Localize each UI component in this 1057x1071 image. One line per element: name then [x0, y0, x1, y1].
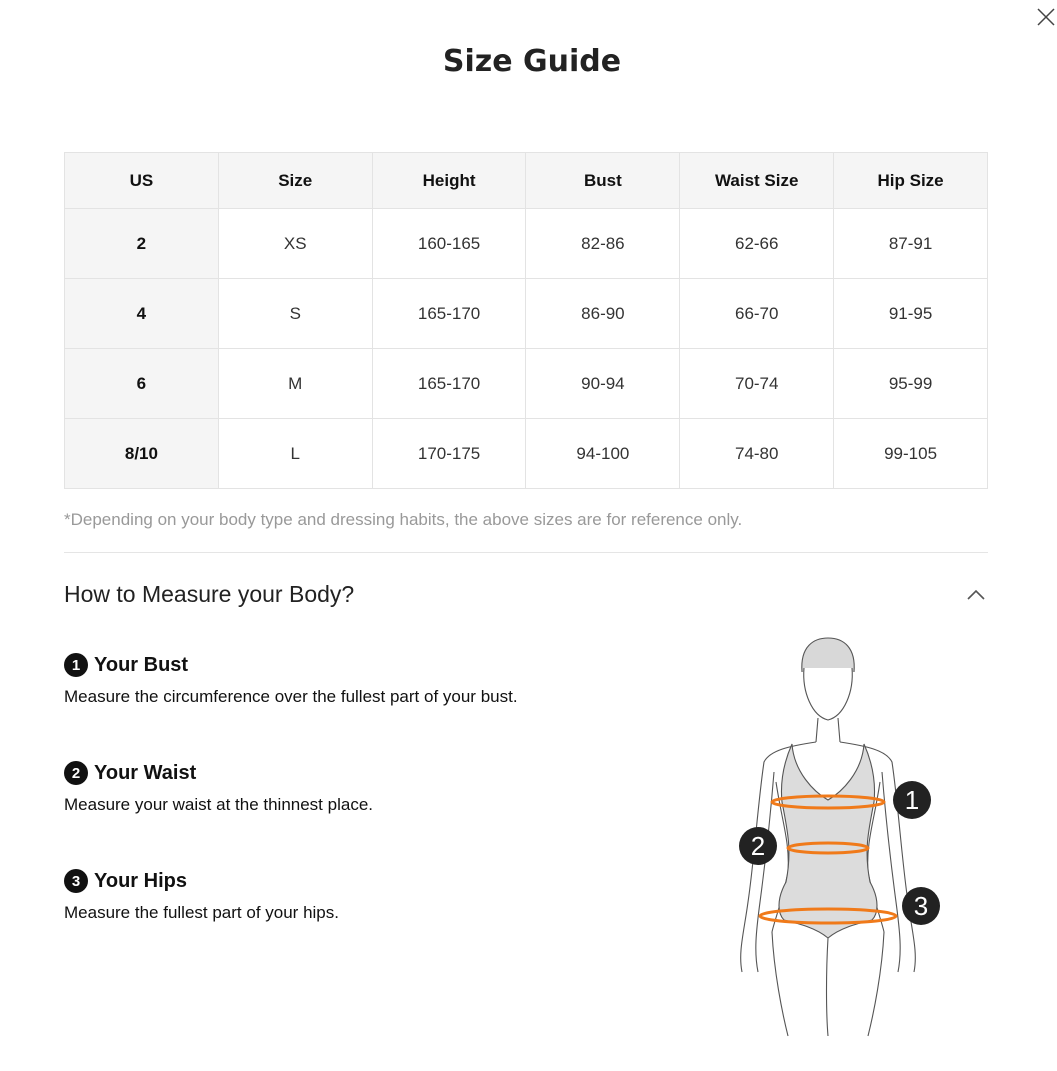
table-cell: 94-100 [526, 419, 680, 489]
step-description: Measure the circumference over the fullest part of your bust. [64, 687, 518, 706]
table-cell: 4 [65, 279, 219, 349]
svg-text:3: 3 [913, 891, 929, 921]
close-button[interactable] [1035, 6, 1057, 28]
table-cell: 87-91 [834, 209, 988, 279]
table-cell: 74-80 [680, 419, 834, 489]
table-row [65, 209, 988, 279]
collapse-toggle[interactable] [964, 586, 988, 604]
close-icon [1035, 6, 1057, 28]
table-cell: 91-95 [834, 279, 988, 349]
table-cell: L [218, 419, 372, 489]
measure-step-waist [64, 761, 684, 815]
measure-step-bust [64, 653, 684, 707]
column-header: Height [372, 153, 526, 209]
step-description: Measure the fullest part of your hips. [64, 903, 339, 922]
hip-badge [902, 887, 940, 925]
table-cell: 82-86 [526, 209, 680, 279]
measure-step-hips [64, 869, 684, 923]
table-cell: 2 [65, 209, 219, 279]
size-chart-table [64, 152, 988, 489]
table-row [65, 279, 988, 349]
bust-badge [893, 781, 931, 819]
table-cell: 6 [65, 349, 219, 419]
table-cell: 99-105 [834, 419, 988, 489]
body-outline-illustration [730, 632, 950, 1042]
table-cell: 62-66 [680, 209, 834, 279]
divider [64, 552, 988, 553]
svg-text:1: 1 [904, 785, 920, 815]
table-cell: 90-94 [526, 349, 680, 419]
table-cell: 160-165 [372, 209, 526, 279]
step-number-badge: 1 [64, 653, 88, 677]
column-header: Hip Size [834, 153, 988, 209]
waist-badge [739, 827, 777, 865]
table-cell: S [218, 279, 372, 349]
chevron-up-icon [964, 586, 988, 604]
table-row [65, 419, 988, 489]
step-title: Your Waist [94, 761, 197, 784]
table-cell: 86-90 [526, 279, 680, 349]
table-cell: 8/10 [65, 419, 219, 489]
table-cell: 170-175 [372, 419, 526, 489]
table-cell: 165-170 [372, 279, 526, 349]
reference-note: *Depending on your body type and dressing habits, the above sizes are for reference only. [64, 510, 743, 529]
step-number-badge: 2 [64, 761, 88, 785]
step-description: Measure your waist at the thinnest place. [64, 795, 373, 814]
column-header: Waist Size [680, 153, 834, 209]
table-cell: 165-170 [372, 349, 526, 419]
column-header: Size [218, 153, 372, 209]
page-title: Size Guide [442, 44, 622, 79]
svg-text:2: 2 [750, 831, 766, 861]
table-header-row [65, 153, 988, 209]
table-cell: XS [218, 209, 372, 279]
step-title: Your Hips [94, 869, 187, 892]
table-cell: 66-70 [680, 279, 834, 349]
column-header: US [65, 153, 219, 209]
table-cell: 95-99 [834, 349, 988, 419]
table-cell: M [218, 349, 372, 419]
table-row [65, 349, 988, 419]
column-header: Bust [526, 153, 680, 209]
step-number-badge: 3 [64, 869, 88, 893]
body-measurement-figure [730, 632, 950, 1042]
step-title: Your Bust [94, 653, 189, 676]
measure-section-title: How to Measure your Body? [64, 581, 355, 607]
table-cell: 70-74 [680, 349, 834, 419]
